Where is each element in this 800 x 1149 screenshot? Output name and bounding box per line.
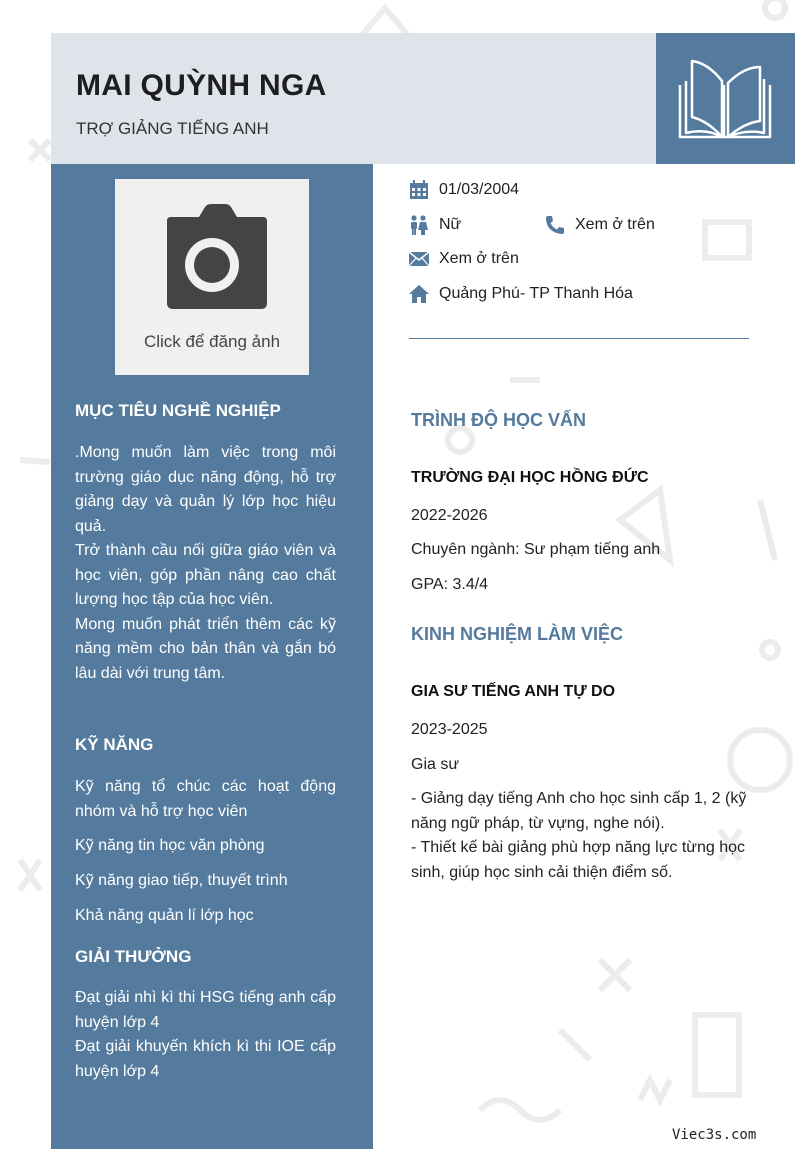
skill-item: Kỹ năng tổ chúc các hoạt động nhóm và hỗ trợ học viên: [75, 778, 336, 820]
phone-row: [545, 213, 655, 237]
skills-heading: KỸ NĂNG: [75, 735, 154, 754]
candidate-name: MAI QUỲNH NGA: [76, 69, 327, 102]
phone-value: Xem ở trên: [575, 216, 655, 233]
candidate-title: TRỢ GIẢNG TIẾNG ANH: [76, 119, 269, 138]
awards-heading: GIẢI THƯỞNG: [75, 947, 192, 966]
camera-icon: [115, 179, 309, 319]
photo-placeholder[interactable]: [115, 179, 309, 375]
watermark: Viec3s.com: [672, 1127, 757, 1143]
address-value: Quảng Phú- TP Thanh Hóa: [439, 285, 633, 302]
people-icon: [409, 215, 429, 235]
objective-paragraph: .Mong muốn làm việc trong môi trường giáo dục năng động, hỗ trợ giảng dạy và quản lý lớp học hiệu quả.: [75, 444, 336, 535]
education-major: Chuyên ngành: Sư phạm tiếng anh: [411, 541, 661, 558]
skill-item: Kỹ năng tin học văn phòng: [75, 837, 265, 854]
experience-heading: KINH NGHIỆM LÀM VIỆC: [411, 624, 624, 644]
education-gpa: GPA: 3.4/4: [411, 576, 489, 593]
skill-item: Kỹ năng giao tiếp, thuyết trình: [75, 872, 288, 889]
dob-value: 01/03/2004: [439, 181, 520, 198]
award-item: Đạt giải khuyến khích kì thi IOE cấp huyện lớp 4: [75, 1038, 336, 1080]
sidebar: [51, 164, 373, 1149]
email-row: [409, 247, 519, 271]
gender-row: [409, 213, 461, 237]
skill-item: Khả năng quản lí lớp học: [75, 907, 254, 924]
open-book-icon: [656, 33, 795, 164]
objective-paragraph: Mong muốn phát triển thêm các kỹ năng mềm cho bản thân và gắn bó lâu dài với trung tâm.: [75, 615, 336, 682]
address-row: [409, 282, 633, 306]
education-heading: TRÌNH ĐỘ HỌC VẤN: [411, 410, 586, 430]
phone-icon: [545, 215, 565, 235]
experience-detail-item: - Thiết kế bài giảng phù hợp năng lực từng học sinh, giúp học sinh cải thiện điểm số.: [411, 839, 746, 881]
logo-box: [656, 33, 795, 164]
objective-text: [75, 441, 336, 686]
experience-details: [411, 787, 751, 885]
experience-detail-item: - Giảng dạy tiếng Anh cho học sinh cấp 1, 2 (kỹ năng ngữ pháp, từ vựng, nghe nói).: [411, 790, 747, 832]
experience-role: Gia sư: [411, 756, 460, 773]
dob-row: [409, 178, 519, 202]
experience-period: 2023-2025: [411, 721, 488, 738]
email-value: Xem ở trên: [439, 250, 519, 267]
award-item: Đạt giải nhì kì thi HSG tiếng anh cấp huyện lớp 4: [75, 989, 336, 1031]
home-icon: [409, 284, 429, 304]
envelope-icon: [409, 249, 429, 269]
experience-job: GIA SƯ TIẾNG ANH TỰ DO: [411, 683, 616, 700]
education-school: TRƯỜNG ĐẠI HỌC HỒNG ĐỨC: [411, 469, 649, 486]
contact-divider: [409, 338, 749, 339]
photo-caption: Click để đăng ảnh: [143, 332, 281, 351]
header: [51, 33, 656, 164]
gender-value: Nữ: [439, 216, 462, 233]
objective-heading: MỤC TIÊU NGHỀ NGHIỆP: [75, 401, 281, 420]
calendar-icon: [409, 180, 429, 200]
objective-paragraph: Trở thành cầu nối giữa giáo viên và học viên, góp phần nâng cao chất lượng học tập của học viên.: [75, 542, 336, 608]
education-period: 2022-2026: [411, 507, 488, 524]
